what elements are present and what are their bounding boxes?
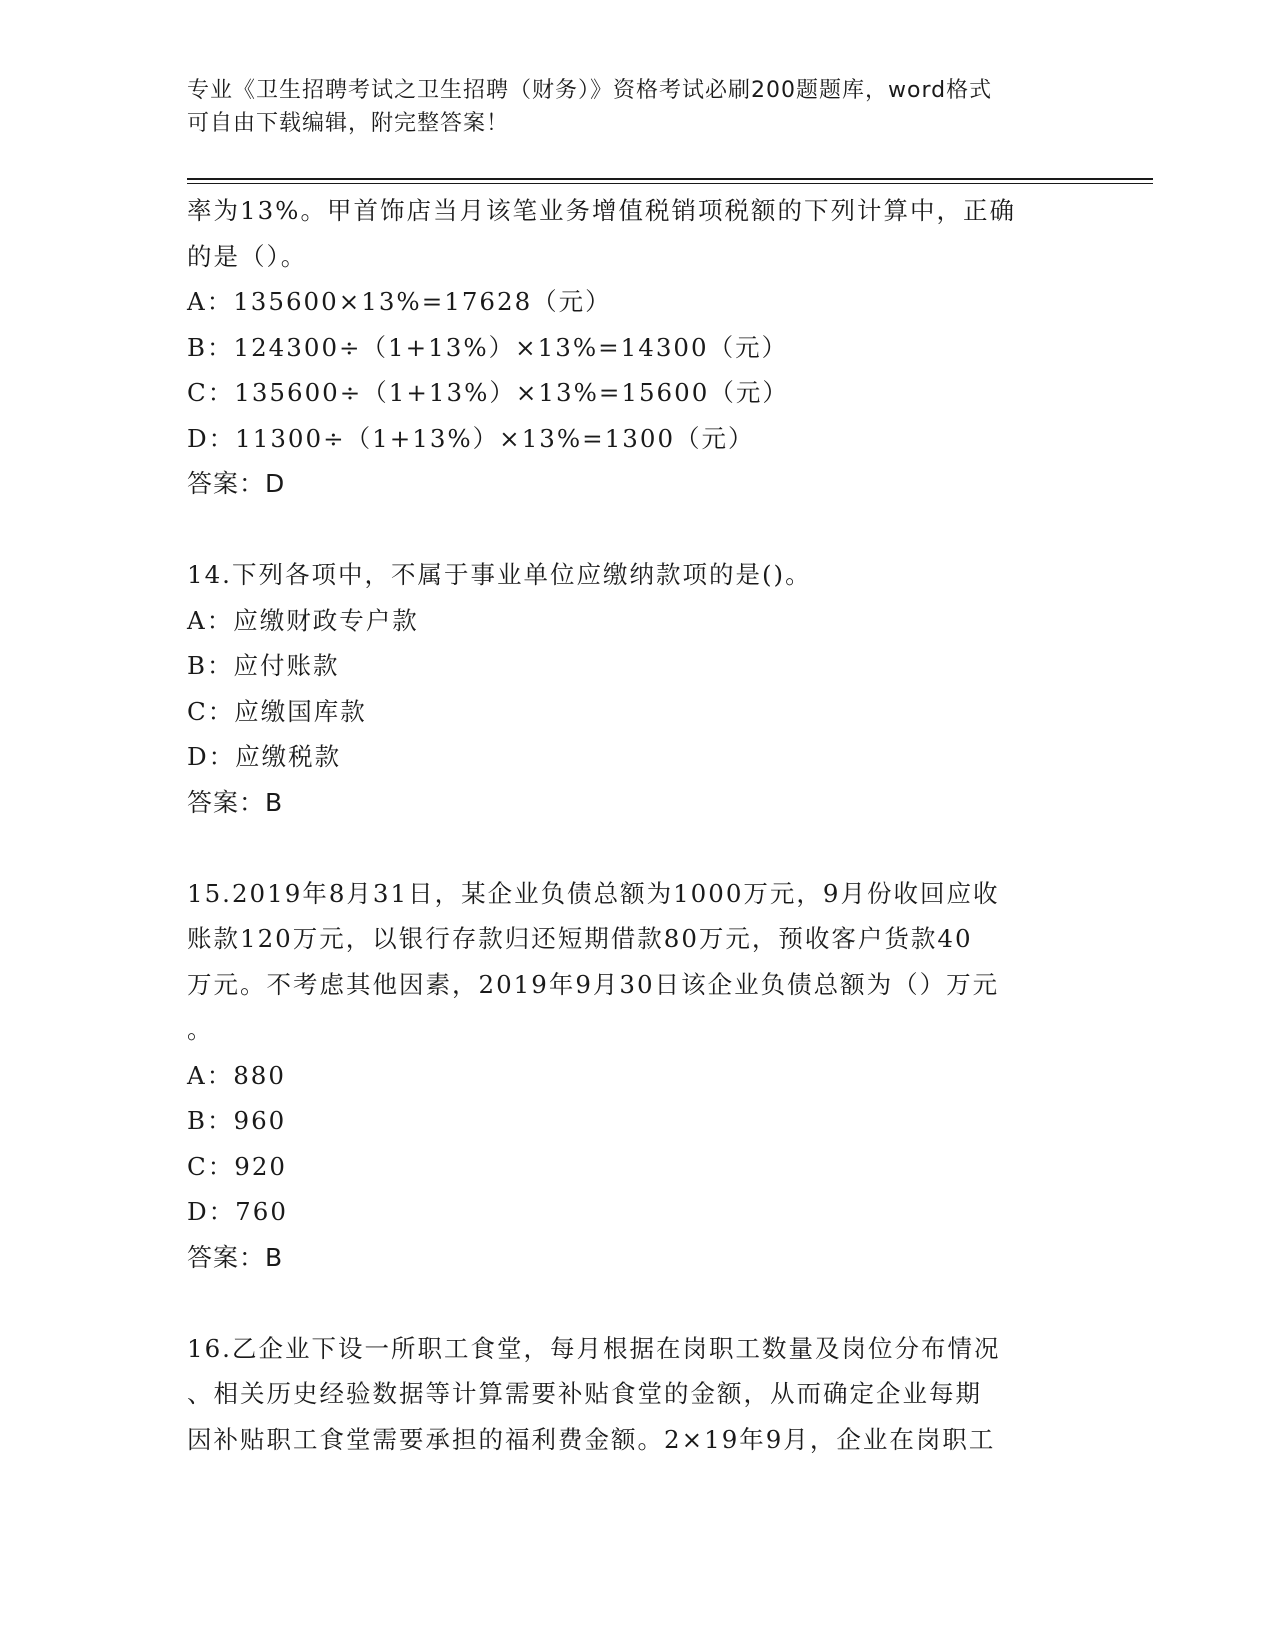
option-a: A：应缴财政专户款 <box>187 605 419 635</box>
option-d: D：11300÷（1+13%）×13%=1300（元） <box>187 423 755 453</box>
spacer <box>187 507 1087 553</box>
answer: 答案：B <box>187 787 284 817</box>
question-stem-line: 万元。不考虑其他因素，2019年9月30日该企业负债总额为（）万元 <box>187 969 1000 999</box>
option-a: A：135600×13%=17628（元） <box>187 287 612 316</box>
option-d: D：应缴税款 <box>187 742 342 771</box>
question-14 <box>187 552 1087 825</box>
spacer <box>187 1280 1087 1326</box>
question-stem-line: 、相关历史经验数据等计算需要补贴食堂的金额，从而确定企业每期 <box>187 1379 982 1408</box>
question-stem-line: 因补贴职工食堂需要承担的福利费金额。2×19年9月，企业在岗职工 <box>187 1424 996 1454</box>
document-header <box>187 74 1067 140</box>
header-title-line-1: 专业《卫生招聘考试之卫生招聘（财务）》资格考试必刷200题题库，word格式 <box>187 78 993 103</box>
spacer <box>187 825 1087 871</box>
option-b: B：124300÷（1+13%）×13%=14300（元） <box>187 332 789 362</box>
option-a: A：880 <box>187 1060 286 1090</box>
question-15 <box>187 871 1087 1281</box>
question-stem-line: 的是（）。 <box>187 241 308 271</box>
option-b: B：960 <box>187 1106 287 1135</box>
question-stem-line: 。 <box>187 1015 214 1044</box>
option-d: D：760 <box>187 1197 288 1226</box>
question-stem-line: 账款120万元，以银行存款归还短期借款80万元，预收客户货款40 <box>187 924 973 953</box>
question-stem-line: 14.下列各项中，不属于事业单位应缴纳款项的是()。 <box>187 560 812 589</box>
header-divider <box>187 178 1153 184</box>
question-stem-line: 16.乙企业下设一所职工食堂，每月根据在岗职工数量及岗位分布情况 <box>187 1333 1001 1363</box>
question-stem-line: 15.2019年8月31日，某企业负债总额为1000万元，9月份收回应收 <box>187 878 1000 908</box>
option-c: C：应缴国库款 <box>187 696 367 726</box>
question-content <box>187 188 1087 1462</box>
answer: 答案：B <box>187 1242 284 1272</box>
header-title-line-2: 可自由下载编辑，附完整答案！ <box>187 111 510 136</box>
question-16 <box>187 1326 1087 1463</box>
option-c: C：920 <box>187 1151 288 1181</box>
question-13 <box>187 188 1087 507</box>
question-stem-line: 率为13%。甲首饰店当月该笔业务增值税销项税额的下列计算中，正确 <box>187 196 1016 225</box>
option-b: B：应付账款 <box>187 651 340 680</box>
option-c: C：135600÷（1+13%）×13%=15600（元） <box>187 378 789 407</box>
answer: 答案：D <box>187 469 286 498</box>
